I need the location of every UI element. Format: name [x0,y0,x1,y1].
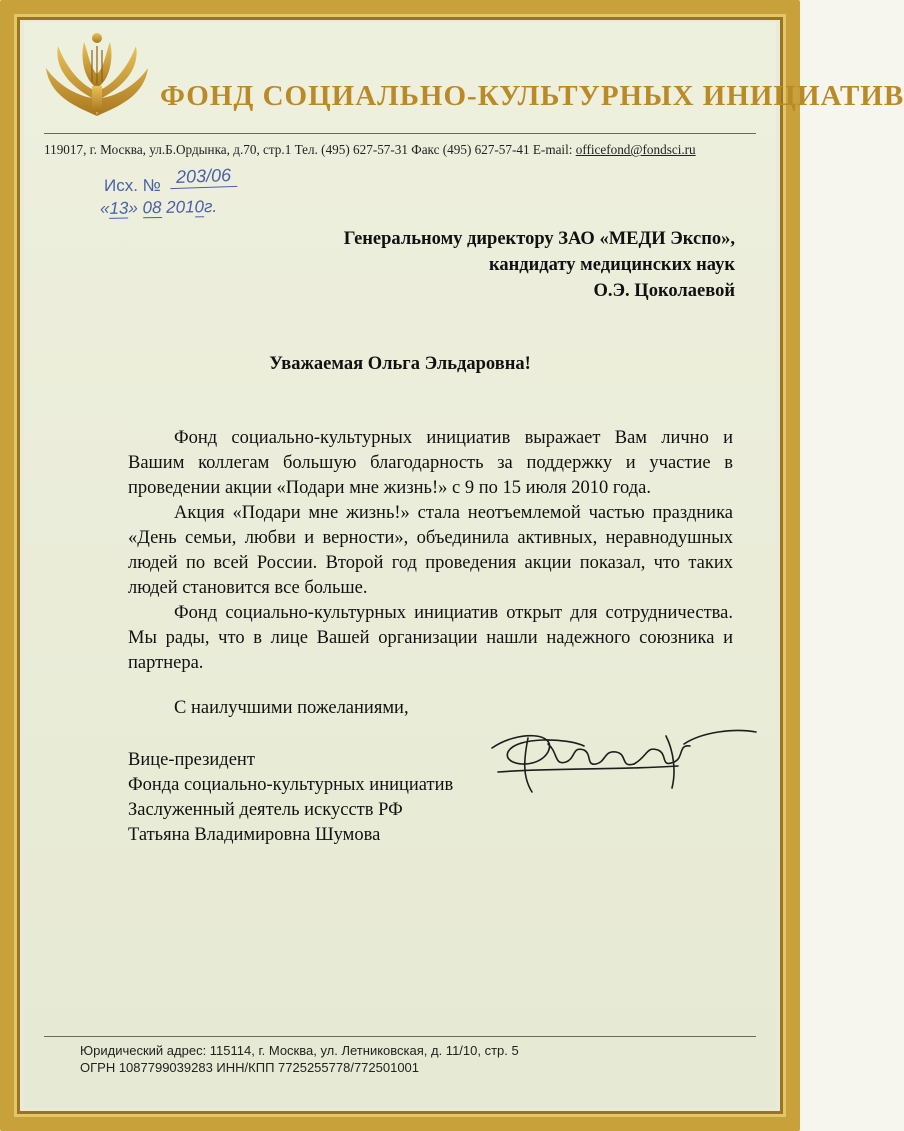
footer-legal [80,1042,519,1076]
addressee-line: Генеральному директору ЗАО «МЕДИ Экспо», [343,229,735,249]
outgoing-label: Исх. № [104,176,161,195]
date-year-suffix: г. [203,196,218,217]
organization-name: ФОНД СОЦИАЛЬНО-КУЛЬТУРНЫХ ИНИЦИАТИВ [160,80,904,112]
date-close-quote: » [128,198,143,218]
date-open-quote: « [99,198,110,219]
addressee-block [344,226,735,304]
body-paragraph: Акция «Подари мне жизнь!» стала неотъемлемой частью праздника «День семьи, любви и верности», объединила активных, неравнодушных людей по всей России. Второй год проведения акции показал, что таких людей становится все больше. [128,503,733,598]
date-year-printed: 201 [161,197,195,217]
signatory-title: Вице-президент [128,750,255,770]
signatory-organization: Фонда социально-культурных инициатив [128,775,454,795]
footer-divider [44,1036,756,1037]
legal-address: Юридический адрес: 115114, г. Москва, ул. Летниковская, д. 11/10, стр. 5 [80,1043,519,1058]
signatory-block [128,748,453,848]
closing-phrase: С наилучшими пожеланиями, [174,698,409,718]
contact-details: 119017, г. Москва, ул.Б.Ордынка, д.70, стр.1 Тел. (495) 627-57-31 Факс (495) 627-57-41 E-mail: [44,142,576,157]
signatory-name: Татьяна Владимировна Шумова [128,825,381,845]
body-paragraph: Фонд социально-культурных инициатив открыт для сотрудничества. Мы рады, что в лице Вашей организации нашли надежного союзника и партнера. [128,603,733,673]
body-paragraph: Фонд социально-культурных инициатив выражает Вам лично и Вашим коллегам большую благодарность за поддержку и участие в проведении акции «Подари мне жизнь!» с 9 по 15 июля 2010 года. [128,428,733,498]
letter-body [128,426,733,676]
date-month: 08 [142,197,162,218]
registration-ids: ОГРН 1087799039283 ИНН/КПП 7725255778/772501001 [80,1060,420,1075]
contact-line [44,142,696,158]
signatory-honor: Заслуженный деятель искусств РФ [128,800,403,820]
date-day: 13 [109,198,129,218]
outgoing-number: 203/06 [170,165,238,189]
addressee-line: О.Э. Цоколаевой [593,281,735,301]
lyre-wings-logo-icon [40,28,155,123]
addressee-line: кандидату медицинских наук [488,255,735,275]
date-year-digit: 0 [194,197,205,217]
handwritten-signature [488,722,758,802]
email-link[interactable]: officefond@fondsci.ru [575,142,696,157]
outgoing-date [100,197,218,219]
salutation: Уважаемая Ольга Эльдаровна! [269,354,531,374]
header-divider [44,133,756,134]
